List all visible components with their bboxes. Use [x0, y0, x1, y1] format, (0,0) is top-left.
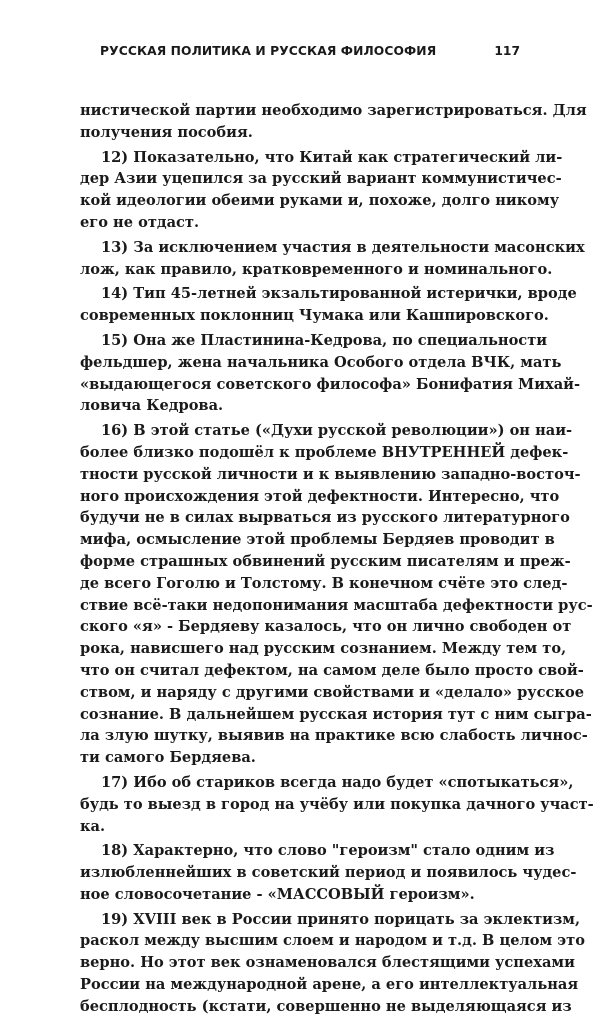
text-line: получения пособия.	[80, 123, 253, 141]
text-line: будучи не в силах вырваться из русского литературного	[80, 509, 570, 527]
page-number: 117	[494, 44, 520, 58]
note-paragraph	[80, 840, 577, 905]
text-line: дер Азии уцепился за русский вариант коммунистичес-	[80, 170, 562, 188]
text-line: кой идеологии обеими руками и, похоже, долго никому	[80, 192, 560, 210]
running-header	[100, 44, 520, 64]
text-line: лож, как правило, кратковременного и номинального.	[80, 260, 553, 278]
text-line: современных поклонниц Чумака или Кашпировского.	[80, 307, 549, 325]
text-line: нистической партии необходимо зарегистрироваться. Для	[80, 102, 587, 119]
text-line: 19) XVIII век в России принято порицать за эклектизм,	[101, 910, 581, 928]
text-line: ла злую шутку, выявив на практике всю слабость личнос-	[80, 727, 588, 745]
notes-body	[80, 100, 594, 1018]
text-line: бесплодность (кстати, совершенно не выделяющаяся из	[80, 997, 572, 1015]
text-line: 16) В этой статье («Духи русской революции») он наи-	[101, 422, 573, 440]
text-line: мифа, осмысление этой проблемы Бердяев проводит в	[80, 531, 555, 549]
note-paragraph	[80, 283, 577, 327]
text-line: де всего Гоголю и Толстому. В конечном счёте это след-	[80, 574, 568, 592]
text-line: России на международной арене, а его интеллектуальная	[80, 976, 579, 994]
text-line: 12) Показательно, что Китай как стратегический ли-	[101, 148, 563, 166]
text-line: 15) Она же Пластинина-Кедрова, по специальности	[101, 331, 548, 349]
text-line: верно. Но этот век ознаменовался блестящими успехами	[80, 954, 575, 972]
text-line: что он считал дефектом, на самом деле было просто свой-	[80, 661, 584, 679]
note-paragraph	[80, 330, 581, 417]
text-line: 13) За исключением участия в деятельности масонских	[101, 238, 585, 256]
text-line: ского «я» - Бердяеву казалось, что он лично свободен от	[80, 618, 572, 636]
text-line: форме страшных обвинений русским писателям и преж-	[80, 552, 571, 570]
text-line: ного происхождения этой дефектности. Интересно, что	[80, 487, 560, 505]
text-line: ствие всё-таки недопонимания масштаба дефектности рус-	[80, 596, 593, 614]
text-line: его не отдаст.	[80, 213, 200, 231]
running-title: РУССКАЯ ПОЛИТИКА И РУССКАЯ ФИЛОСОФИЯ	[100, 44, 437, 58]
note-paragraph	[80, 147, 563, 234]
text-line: 17) Ибо об стариков всегда надо будет «спотыкаться»,	[101, 773, 574, 791]
text-line: ка.	[80, 817, 106, 835]
text-line: ловича Кедрова.	[80, 397, 224, 415]
text-line: излюбленнейших в советский период и появилось чудес-	[80, 864, 577, 882]
note-paragraph	[80, 100, 587, 144]
text-line: ное словосочетание - «МАССОВЫЙ героизм».	[80, 885, 475, 903]
text-line: ством, и наряду с другими свойствами и «делало» русское	[80, 683, 584, 701]
text-line: 14) Тип 45-летней экзальтированной истерички, вроде	[101, 285, 577, 303]
text-line: будь то выезд в город на учёбу или покупка дачного участ-	[80, 795, 594, 813]
note-paragraph	[80, 909, 585, 1018]
text-line: 18) Характерно, что слово "героизм" стало одним из	[101, 842, 555, 860]
note-paragraph	[80, 237, 585, 281]
text-line: фельдшер, жена начальника Особого отдела ВЧК, мать	[80, 353, 562, 371]
text-line: более близко подошёл к проблеме ВНУТРЕННЕЙ дефек-	[80, 443, 569, 461]
note-paragraph	[80, 772, 594, 837]
note-paragraph	[80, 420, 593, 769]
text-line: раскол между высшим слоем и народом и т.д. В целом это	[80, 932, 585, 950]
text-line: «выдающегося советского философа» Бонифатия Михай-	[80, 375, 581, 393]
text-line: тности русской личности и к выявлению западно-восточ-	[80, 465, 581, 483]
text-line: ти самого Бердяева.	[80, 749, 256, 767]
text-line: рока, нависшего над русским сознанием. Между тем то,	[80, 640, 567, 658]
text-line: сознание. В дальнейшем русская история тут с ним сыгра-	[80, 705, 592, 723]
